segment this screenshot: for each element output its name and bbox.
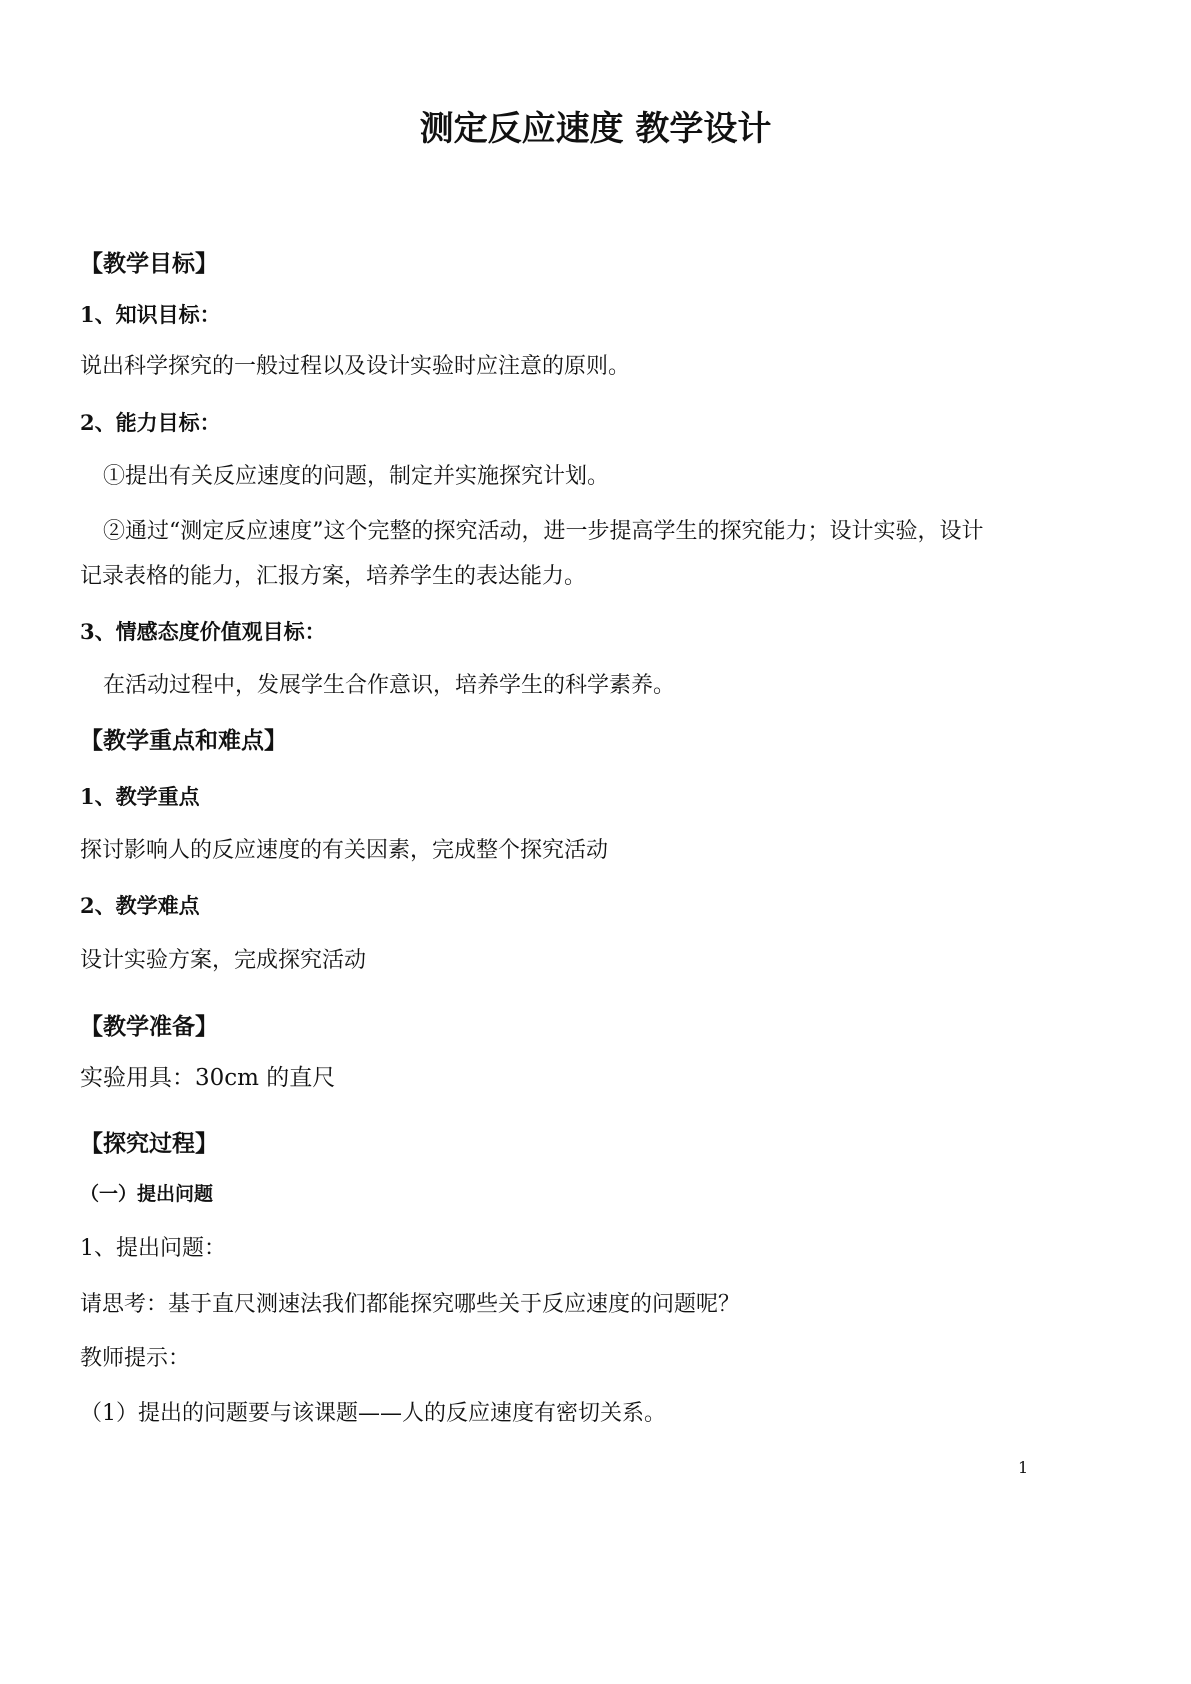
- document-title: 测定反应速度 教学设计: [419, 109, 772, 149]
- teaching-difficulty-heading: 2、教学难点: [80, 893, 200, 918]
- teacher-hint-label: 教师提示：: [80, 1346, 191, 1371]
- ability-goal-item-1: ①提出有关反应速度的问题，制定并实施探究计划。: [103, 464, 610, 489]
- inquiry-question-text: 请思考：基于直尺测速法我们都能探究哪些关于反应速度的问题呢？: [80, 1292, 741, 1317]
- page-number: 1: [1018, 1458, 1029, 1477]
- teaching-preparation-section-title: 【教学准备】: [80, 1013, 218, 1040]
- knowledge-goal-heading: 1、知识目标：: [80, 302, 221, 327]
- inquiry-step-heading: 1、提出问题：: [80, 1236, 226, 1261]
- ability-goal-item-2-line-2: 记录表格的能力，汇报方案，培养学生的表达能力。: [80, 564, 587, 589]
- ability-goal-item-2-line-1: ②通过“测定反应速度”这个完整的探究活动，进一步提高学生的探究能力；设计实验，设计: [103, 519, 984, 544]
- teaching-difficulty-text: 设计实验方案，完成探究活动: [80, 948, 367, 973]
- teaching-materials-text: 实验用具：30cm 的直尺: [80, 1065, 336, 1091]
- emotion-goal-heading: 3、情感态度价值观目标：: [80, 619, 326, 644]
- ability-goal-heading: 2、能力目标：: [80, 410, 221, 435]
- teacher-hint-item-1: （1）提出的问题要与该课题——人的反应速度有密切关系。: [80, 1401, 666, 1426]
- teaching-goals-section-title: 【教学目标】: [80, 250, 218, 277]
- key-points-section-title: 【教学重点和难点】: [80, 727, 287, 754]
- knowledge-goal-text: 说出科学探究的一般过程以及设计实验时应注意的原则。: [80, 354, 631, 379]
- inquiry-subsection-title: （一）提出问题: [80, 1183, 214, 1205]
- emotion-goal-text: 在活动过程中，发展学生合作意识，培养学生的科学素养。: [103, 673, 676, 698]
- teaching-focus-text: 探讨影响人的反应速度的有关因素，完成整个探究活动: [80, 838, 609, 863]
- inquiry-process-section-title: 【探究过程】: [80, 1130, 218, 1157]
- teaching-focus-heading: 1、教学重点: [80, 784, 200, 809]
